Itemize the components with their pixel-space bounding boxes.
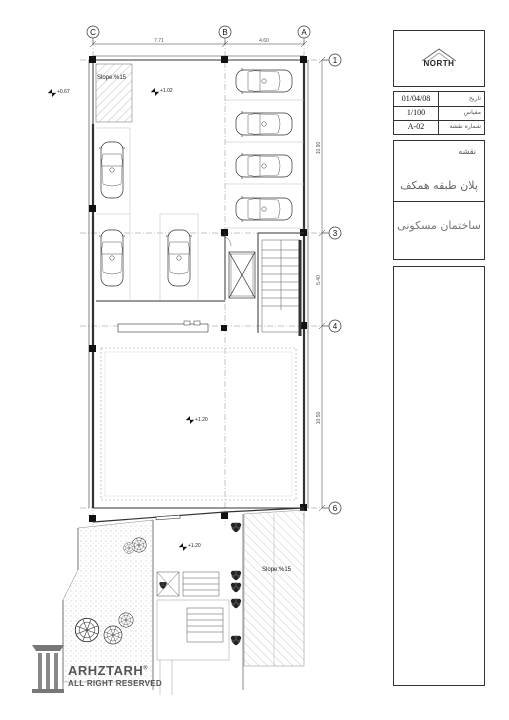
level-marker-120 [186,416,194,424]
level-label-120-yard: +1.20 [188,543,201,549]
level-label-067: +0.67 [57,89,70,95]
dim-v-2: 5.40 [316,275,322,285]
watermark-rights: ALL RIGHT RESERVED [68,679,163,688]
level-label-120: +1.20 [195,417,208,423]
watermark [30,635,190,695]
car-7 [166,230,192,286]
grid-label-3: 3 [332,229,338,238]
info-value-scale: 1/100 [406,108,426,117]
drawing-title: پلان طبقه همکف [400,179,478,192]
watermark-brand: ARHZTARH® [68,663,149,678]
top-dimension [90,41,307,47]
north-label: NORTH [423,59,455,68]
north-panel [393,30,485,87]
info-key-scale: مقیاس [463,109,481,116]
temple-logo-icon [30,639,66,695]
grid-label-b: B [222,28,228,37]
section-label: نقشه [458,147,476,156]
notes-panel [393,266,485,686]
dim-h-2: 4.60 [259,38,269,44]
partitions [96,233,304,333]
info-row-sheet [394,120,484,134]
ramp-top [96,64,132,122]
dim-v-3: 10.50 [316,411,322,425]
stair [262,240,300,336]
level-marker-102 [151,88,159,96]
car-2 [236,111,292,137]
info-row-date [394,92,484,107]
title-panel [393,140,485,260]
info-value-sheet: A-02 [407,122,425,131]
project-title: ساختمان مسکونی [397,219,481,232]
info-value-date: 01/04/08 [401,94,431,103]
info-row-scale [394,106,484,121]
slope-label-top: Slope:%15 [97,75,127,81]
dim-h-1: 7.71 [154,38,164,44]
level-marker-120-yard [179,543,187,551]
info-key-sheet: شماره نقشه [449,123,481,130]
elevator [229,252,255,298]
level-label-102: +1.02 [160,88,173,94]
car-1 [236,68,292,94]
grid-label-1: 1 [332,56,338,65]
grid-label-4: 4 [332,322,338,331]
car-6 [99,230,125,286]
grid-label-6: 6 [332,504,338,513]
core-door [221,236,231,246]
grid-label-a: A [301,28,307,37]
info-panel [393,91,485,135]
car-5 [99,142,125,198]
slope-label-bottom: Slope:%15 [262,567,292,573]
car-3 [236,153,292,179]
level-marker-067 [48,89,56,97]
info-key-date: تاریخ [469,95,481,102]
lobby-area [101,348,296,500]
car-4 [236,196,292,222]
dim-v-1: 10.90 [316,141,322,155]
grid-label-c: C [90,28,96,37]
